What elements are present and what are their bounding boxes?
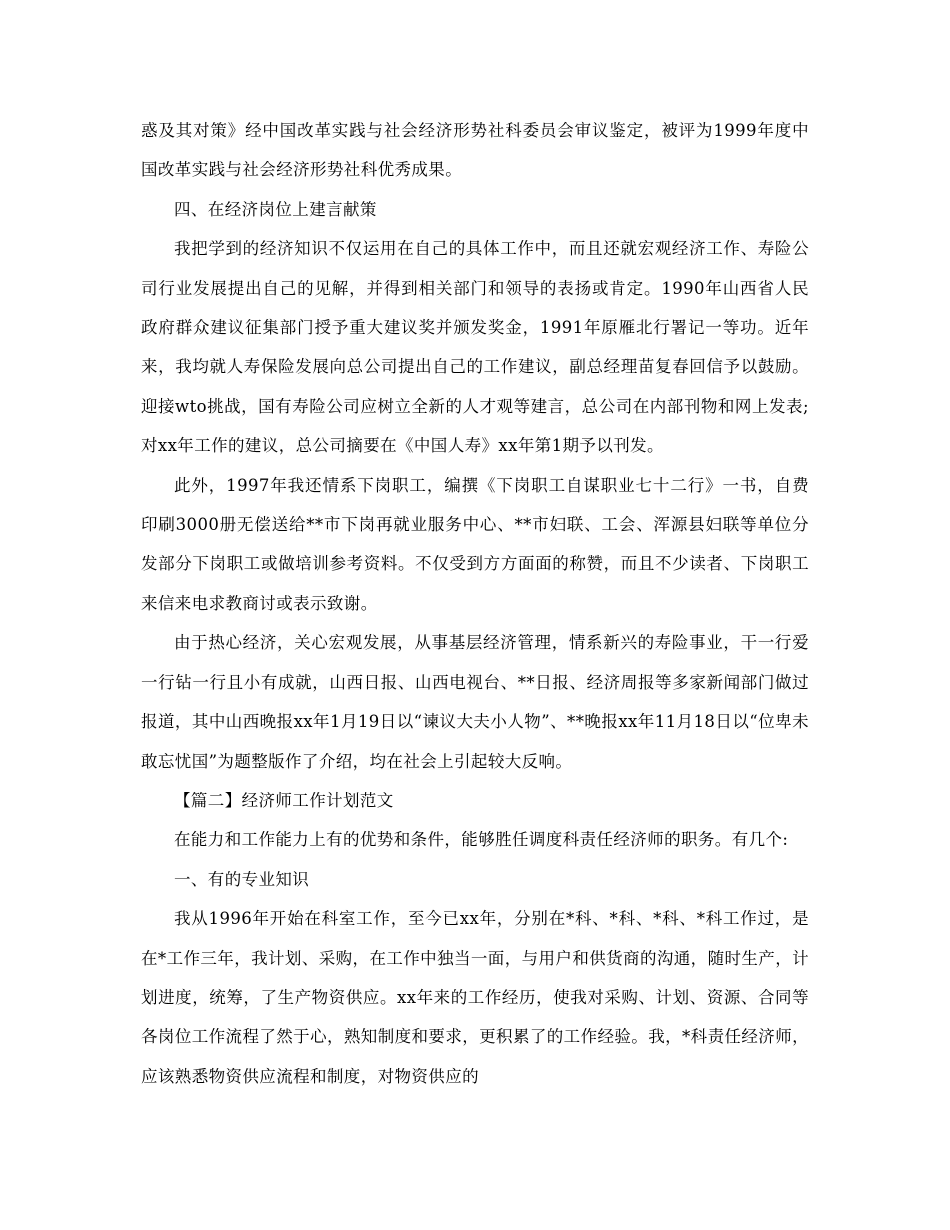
article-heading-part-2: 【篇二】经济师工作计划范文 (174, 790, 394, 810)
paragraph-laid-off-workers: 此外，1997年我还情系下岗职工，编撰《下岗职工自谋职业七十二行》一书，自费印刷3000册无偿送给**市下岗再就业服务中心、**市妇联、工会、浑源县妇联等单位分发部分下岗职工或做培训参考资料。不仅受到方方面面的称赞，而且不少读者、下岗职工来信来电求教商讨或表示致谢。 (141, 475, 809, 613)
section-heading-4: 四、在经济岗位上建言献策 (174, 199, 377, 219)
paragraph-qualifications: 在能力和工作能力上有的优势和条件，能够胜任调度科责任经济师的职务。有几个: (174, 830, 789, 850)
paragraph-continuation: 惑及其对策》经中国改革实践与社会经济形势社科委员会审议鉴定，被评为1999年度中国改革实践与社会经济形势社科优秀成果。 (141, 121, 809, 180)
document-body (141, 111, 809, 1096)
paragraph-media-coverage: 由于热心经济，关心宏观发展，从事基层经济管理，情系新兴的寿险事业，干一行爱一行钻一行且小有成就，山西日报、山西电视台、**日报、经济周报等多家新闻部门做过报道，其中山西晚报xx年1月19日以“谏议大夫小人物”、**晚报xx年11月18日以“位卑未敢忘忧国”为题整版作了介绍，均在社会上引起较大反响。 (141, 633, 809, 771)
paragraph-work-experience: 我从1996年开始在科室工作，至今已xx年，分别在*科、*科、*科、*科工作过，是在*工作三年，我计划、采购，在工作中独当一面，与用户和供货商的沟通，随时生产，计划进度，统筹，了生产物资供应。xx年来的工作经历，使我对采购、计划、资源、合同等各岗位工作流程了然于心，熟知制度和要求，更积累了的工作经验。我，*科责任经济师，应该熟悉物资供应流程和制度，对物资供应的 (141, 909, 809, 1086)
paragraph-suggestions: 我把学到的经济知识不仅运用在自己的具体工作中，而且还就宏观经济工作、寿险公司行业发展提出自己的见解，并得到相关部门和领导的表扬或肯定。1990年山西省人民政府群众建议征集部门授予重大建议奖并颁发奖金，1991年原雁北行署记一等功。近年来，我均就人寿保险发展向总公司提出自己的工作建议，副总经理苗复春回信予以鼓励。迎接wto挑战，国有寿险公司应树立全新的人才观等建言，总公司在内部刊物和网上发表;对xx年工作的建议，总公司摘要在《中国人寿》xx年第1期予以刊发。 (141, 239, 809, 456)
section-heading-1: 一、有的专业知识 (174, 869, 310, 889)
